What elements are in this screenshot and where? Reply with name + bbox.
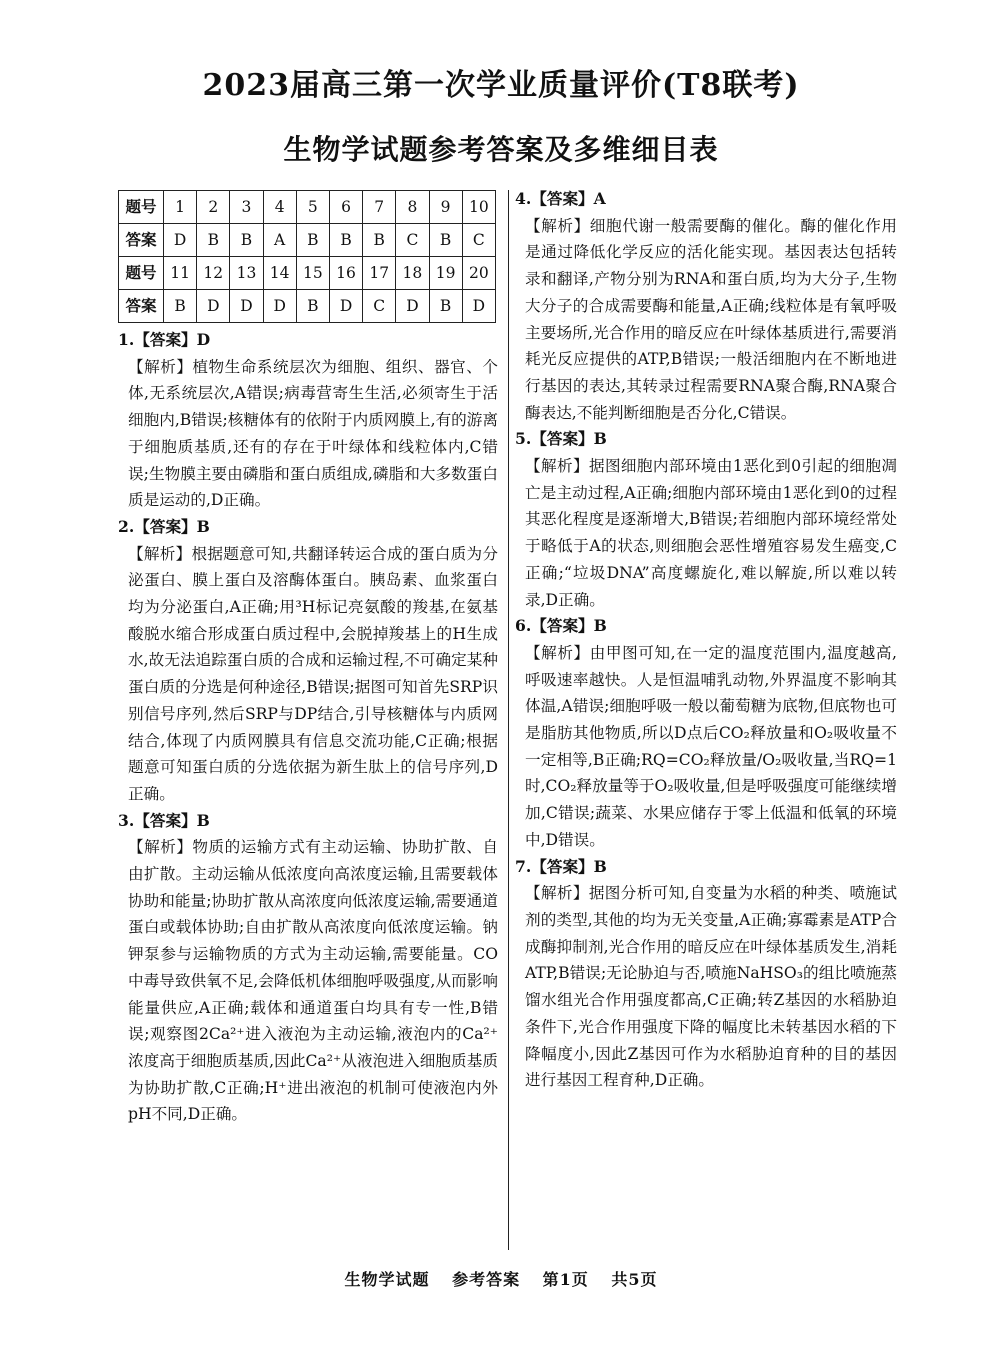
answer-cell: B [329, 224, 362, 257]
analysis-text: 【解析】据图细胞内部环境由1恶化到0引起的细胞凋亡是主动过程,A正确;细胞内部环境由1恶化到0的过程其恶化程度是逐渐增大,B错误;若细胞内部环境经常处于略低于A的状态,则细胞会恶性增殖容易发生癌变,C正确;“垃圾DNA”高度螺旋化,难以解旋,所以难以转录,D正确。 [525, 457, 897, 609]
answer-table-row-answers-1 [119, 224, 496, 257]
answer-cell: C [363, 290, 396, 323]
answer-cell: B [429, 224, 462, 257]
question-number: 15 [296, 257, 329, 290]
answer-heading: 5.【答案】B [515, 429, 607, 449]
answer-cell: B [230, 224, 263, 257]
question-number: 19 [429, 257, 462, 290]
question-number: 13 [230, 257, 263, 290]
row-label: 题号 [119, 257, 164, 290]
analysis-text: 【解析】根据题意可知,共翻译转运合成的蛋白质为分泌蛋白、膜上蛋白及溶酶体蛋白。胰岛素、血浆蛋白均为分泌蛋白,A正确;用³H标记亮氨酸的羧基,在氨基酸脱水缩合形成蛋白质过程中,会脱掉羧基上的H生成水,故无法追踪蛋白质的合成和运输过程,不可确定某种蛋白质的分选是何种途径,B错误;据图可知首先SRP识别信号序列,然后SRP与DP结合,引导核糖体与内质网结合,体现了内质网膜具有信息交流功能,C正确;根据题意可知蛋白质的分选依据为新生肽上的信号序列,D正确。 [128, 544, 498, 803]
answer-cell: D [197, 290, 230, 323]
answer-cell: D [164, 224, 197, 257]
footer-doc-type: 参考答案 [452, 1270, 521, 1289]
answer-table-row-answers-2 [119, 290, 496, 323]
question-number: 20 [462, 257, 495, 290]
answer-cell: D [462, 290, 495, 323]
question-number: 12 [197, 257, 230, 290]
document-subtitle: 生物学试题参考答案及多维细目表 [283, 133, 719, 166]
answer-cell: D [263, 290, 296, 323]
answer-cell: B [197, 224, 230, 257]
analysis-text: 【解析】由甲图可知,在一定的温度范围内,温度越高,呼吸速率越快。人是恒温哺乳动物,外界温度不影响其体温,A错误;细胞呼吸一般以葡萄糖为底物,但底物也可是脂肪其他物质,所以D点后CO₂释放量和O₂吸收量不一定相等,B正确;RQ=CO₂释放量/O₂吸收量,当RQ=1时,CO₂释放量等于O₂吸收量,但是呼吸强度可能继续增加,C错误;蔬菜、水果应储存于零上低温和低氧的环境中,D错误。 [525, 643, 897, 849]
answer-cell: B [296, 224, 329, 257]
question-number: 8 [396, 191, 429, 224]
question-number: 14 [263, 257, 296, 290]
answer-heading: 2.【答案】B [118, 516, 210, 536]
document-title: 2023届高三第一次学业质量评价(T8联考) [202, 68, 800, 103]
question-number: 7 [363, 191, 396, 224]
question-number: 6 [329, 191, 362, 224]
answer-cell: B [363, 224, 396, 257]
page-footer [0, 1267, 1002, 1290]
answer-cell: D [329, 290, 362, 323]
question-number: 18 [396, 257, 429, 290]
answer-table-row-numbers-2 [119, 257, 496, 290]
question-number: 11 [164, 257, 197, 290]
answer-cell: B [164, 290, 197, 323]
question-7 [515, 854, 897, 1094]
answer-cell: D [230, 290, 263, 323]
answer-cell: A [263, 224, 296, 257]
footer-subject: 生物学试题 [344, 1270, 430, 1289]
analysis-text: 【解析】细胞代谢一般需要酶的催化。酶的催化作用是通过降低化学反应的活化能实现。基因表达包括转录和翻译,产物分别为RNA和蛋白质,均为大分子,生物大分子的合成需要酶和能量,A正确;线粒体是有氧呼吸主要场所,光合作用的暗反应在叶绿体基质进行,需要消耗光反应提供的ATP,B错误;一般活细胞内在不断地进行基因的表达,其转录过程需要RNA聚合酶,RNA聚合酶表达,不能判断细胞是否分化,C错误。 [525, 216, 897, 422]
answer-cell: D [396, 290, 429, 323]
question-number: 16 [329, 257, 362, 290]
question-number: 9 [429, 191, 462, 224]
answer-cell: B [296, 290, 329, 323]
row-label: 题号 [119, 191, 164, 224]
analysis-text: 【解析】植物生命系统层次为细胞、组织、器官、个体,无系统层次,A错误;病毒营寄生生活,必须寄生于活细胞内,B错误;核糖体有的依附于内质网膜上,有的游离于细胞质基质,还有的存在于叶绿体和线粒体内,C错误;生物膜主要由磷脂和蛋白质组成,磷脂和大多数蛋白质是运动的,D正确。 [128, 357, 498, 510]
footer-total-pages: 共5页 [611, 1270, 658, 1289]
question-number: 5 [296, 191, 329, 224]
question-number: 17 [363, 257, 396, 290]
analysis-text: 【解析】物质的运输方式有主动运输、协助扩散、自由扩散。主动运输从低浓度向高浓度运输,且需要载体协助和能量;协助扩散从高浓度向低浓度运输,需要通道蛋白或载体协助;自由扩散从高浓度向低浓度运输。钠钾泵参与运输物质的方式为主动运输,需要能量。CO中毒导致供氧不足,会降低机体细胞呼吸强度,从而影响能量供应,A正确;载体和通道蛋白均具有专一性,B错误;观察图2Ca²⁺进入液泡为主动运输,液泡内的Ca²⁺浓度高于细胞质基质,因此Ca²⁺从液泡进入细胞质基质为协助扩散,C正确;H⁺进出液泡的机制可使液泡内外pH不同,D正确。 [128, 838, 498, 1124]
analysis-text: 【解析】据图分析可知,自变量为水稻的种类、喷施试剂的类型,其他的均为无关变量,A正确;寡霉素是ATP合成酶抑制剂,光合作用的暗反应在叶绿体基质发生,消耗ATP,B错误;无论胁迫与否,喷施NaHSO₃的组比喷施蒸馏水组光合作用强度都高,C正确;转Z基因的水稻胁迫条件下,光合作用强度下降的幅度比未转基因水稻的下降幅度小,因此Z基因可作为水稻胁迫育种的目的基因进行基因工程育种,D正确。 [525, 884, 897, 1090]
answer-table [118, 190, 496, 323]
question-number: 4 [263, 191, 296, 224]
question-4 [515, 186, 897, 426]
column-divider [508, 190, 509, 1250]
question-number: 2 [197, 191, 230, 224]
footer-page-number: 第1页 [542, 1270, 589, 1289]
row-label: 答案 [119, 290, 164, 323]
answer-heading: 4.【答案】A [515, 189, 606, 208]
question-number: 10 [462, 191, 495, 224]
answer-cell: B [429, 290, 462, 323]
answer-heading: 3.【答案】B [118, 810, 210, 830]
answer-heading: 6.【答案】B [515, 616, 607, 636]
question-6 [515, 613, 897, 853]
question-number: 1 [164, 191, 197, 224]
answer-table-row-numbers-1 [119, 191, 496, 224]
answer-heading: 1.【答案】D [118, 330, 211, 349]
answer-cell: C [462, 224, 495, 257]
question-2 [118, 514, 498, 808]
question-5 [515, 426, 897, 613]
right-column [515, 186, 897, 1094]
left-column [118, 190, 498, 1128]
question-3 [118, 808, 498, 1128]
question-1 [118, 327, 498, 514]
row-label: 答案 [119, 224, 164, 257]
answer-cell: C [396, 224, 429, 257]
answer-heading: 7.【答案】B [515, 856, 607, 876]
question-number: 3 [230, 191, 263, 224]
